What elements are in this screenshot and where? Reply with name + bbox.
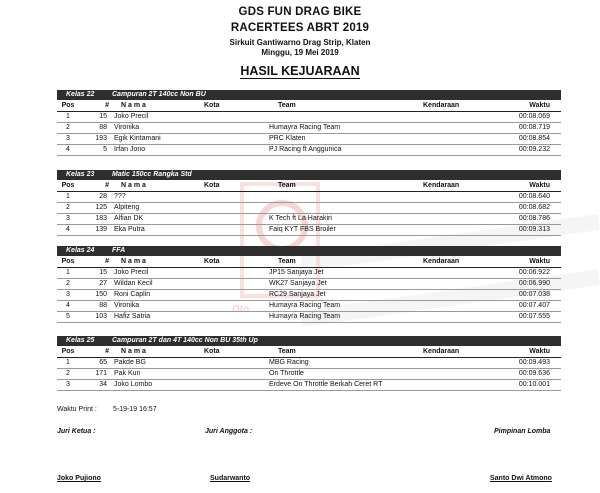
table-row <box>57 145 561 156</box>
cell-pos: 4 <box>66 146 70 153</box>
cell-pos: 3 <box>66 291 70 298</box>
table-row <box>57 203 561 214</box>
column-header-kendaraan: Kendaraan <box>423 102 460 109</box>
cell-no: 15 <box>99 113 107 120</box>
cell-nama: Joko Lombo <box>114 381 153 388</box>
column-header-pos: Pos <box>61 182 75 189</box>
results-section <box>57 90 561 156</box>
results-section <box>57 336 561 391</box>
column-header-nama: N a m a <box>121 182 146 189</box>
cell-team: PRC Klaten <box>269 135 306 142</box>
cell-team: On Throttle <box>269 370 304 377</box>
event-subtitle: RACERTEES ABRT 2019 <box>230 22 370 34</box>
cell-nama: Vironika <box>114 302 140 309</box>
signature-juri-anggota: Sudarwanto <box>210 475 251 482</box>
cell-nama: Pakde BG <box>114 359 146 366</box>
column-header-row <box>57 346 561 358</box>
column-header-pos: Pos <box>61 258 75 265</box>
cell-waktu: 00:08.069 <box>518 113 550 120</box>
cell-pos: 2 <box>66 370 70 377</box>
column-header-team: Team <box>278 348 296 355</box>
cell-no: 88 <box>99 302 107 309</box>
signature-pimpinan: Santo Dwi Atmono <box>490 475 552 482</box>
event-venue: Sirkuit Gantiwarno Drag Strip, Klaten <box>229 38 371 47</box>
table-row <box>57 358 561 369</box>
cell-nama: Pak Kun <box>114 370 141 377</box>
cell-pos: 2 <box>66 204 70 211</box>
column-header-pos: Pos <box>61 348 75 355</box>
cell-waktu: 00:08.719 <box>518 124 550 131</box>
cell-no: 139 <box>95 226 107 233</box>
cell-no: 28 <box>99 193 107 200</box>
cell-waktu: 00:07.407 <box>518 302 550 309</box>
column-header-nama: N a m a <box>121 348 146 355</box>
column-header-kota: Kota <box>204 182 220 189</box>
table-row <box>57 192 561 203</box>
cell-team: MBG Racing <box>269 359 309 366</box>
cell-pos: 1 <box>66 359 70 366</box>
cell-no: 15 <box>99 269 107 276</box>
column-header-team: Team <box>278 182 296 189</box>
results-section <box>57 170 561 236</box>
class-category: Campuran 2T 140cc Non BU <box>112 91 206 98</box>
table-row <box>57 312 561 323</box>
cell-waktu: 00:08.854 <box>518 135 550 142</box>
class-label: Kelas 25 <box>66 337 95 344</box>
cell-waktu: 00:10.001 <box>518 381 550 388</box>
table-row <box>57 134 561 145</box>
result-title: HASIL KEJUARAAN <box>240 64 360 78</box>
column-header-no: # <box>105 102 109 109</box>
cell-nama: Joko Precil <box>114 269 149 276</box>
cell-waktu: 00:09.493 <box>518 359 550 366</box>
pimpinan-label: Pimpinan Lomba <box>494 428 551 435</box>
cell-team: JP15 Sanjaya Jet <box>269 269 324 276</box>
section-header-bar <box>57 170 561 180</box>
cell-nama: Wildan Kecil <box>114 280 153 287</box>
column-header-pos: Pos <box>61 102 75 109</box>
cell-waktu: 00:07.038 <box>518 291 550 298</box>
column-header-row <box>57 100 561 112</box>
cell-waktu: 00:06.990 <box>518 280 550 287</box>
section-header-bar <box>57 90 561 100</box>
table-row <box>57 380 561 391</box>
cell-team: PJ Racing ft Anggunica <box>269 146 342 153</box>
cell-pos: 3 <box>66 381 70 388</box>
table-row <box>57 225 561 236</box>
cell-team: RC29 Sanjaya Jet <box>269 291 326 298</box>
cell-team: Faiq KYT FBS Broiler <box>269 226 336 233</box>
cell-pos: 3 <box>66 135 70 142</box>
cell-no: 103 <box>95 313 107 320</box>
table-row <box>57 123 561 134</box>
cell-no: 27 <box>99 280 107 287</box>
cell-waktu: 00:06.922 <box>518 269 550 276</box>
cell-waktu: 00:09.636 <box>518 370 550 377</box>
print-time-label: Waktu Print : <box>57 406 97 413</box>
print-time <box>57 406 157 413</box>
cell-team: Humayra Racing Team <box>269 124 341 131</box>
cell-no: 183 <box>95 215 107 222</box>
table-row <box>57 112 561 123</box>
cell-no: 125 <box>95 204 107 211</box>
cell-no: 34 <box>99 381 107 388</box>
cell-waktu: 00:09.313 <box>518 226 550 233</box>
cell-nama: ??? <box>114 193 126 200</box>
cell-nama: Egik Kintamani <box>114 135 161 142</box>
juri-anggota-label: Juri Anggota : <box>205 428 253 435</box>
table-row <box>57 268 561 279</box>
event-title: GDS FUN DRAG BIKE <box>238 6 362 18</box>
column-header-kendaraan: Kendaraan <box>423 258 460 265</box>
section-header-bar <box>57 336 561 346</box>
column-header-no: # <box>105 348 109 355</box>
cell-no: 88 <box>99 124 107 131</box>
cell-pos: 1 <box>66 269 70 276</box>
event-date: Minggu, 19 Mei 2019 <box>261 48 339 57</box>
column-header-no: # <box>105 182 109 189</box>
column-header-waktu: Waktu <box>529 102 550 109</box>
juri-ketua-label: Juri Ketua : <box>57 428 96 435</box>
watermark-text: Oto <box>232 304 250 315</box>
cell-no: 193 <box>95 135 107 142</box>
class-label: Kelas 22 <box>66 91 95 98</box>
cell-waktu: 00:08.682 <box>518 204 550 211</box>
cell-no: 5 <box>103 146 107 153</box>
table-row <box>57 279 561 290</box>
cell-nama: Alfian DK <box>114 215 144 222</box>
column-header-kendaraan: Kendaraan <box>423 348 460 355</box>
column-header-no: # <box>105 258 109 265</box>
cell-waktu: 00:09.232 <box>518 146 550 153</box>
section-header-bar <box>57 246 561 256</box>
cell-nama: Alpiteng <box>114 204 140 211</box>
column-header-row <box>57 180 561 192</box>
class-category: Campuran 2T dan 4T 140cc Non BU 35th Up <box>112 337 258 344</box>
cell-team: Humayra Racing Team <box>269 302 341 309</box>
column-header-waktu: Waktu <box>529 348 550 355</box>
column-header-team: Team <box>278 102 296 109</box>
cell-nama: Irfan Jono <box>114 146 146 153</box>
cell-no: 171 <box>95 370 107 377</box>
table-row <box>57 301 561 312</box>
cell-pos: 2 <box>66 124 70 131</box>
class-category: Matic 150cc Rangka Std <box>112 171 192 178</box>
cell-nama: Vironika <box>114 124 140 131</box>
column-header-nama: N a m a <box>121 102 146 109</box>
cell-pos: 4 <box>66 302 70 309</box>
class-label: Kelas 24 <box>66 247 95 254</box>
cell-nama: Roni Caplin <box>114 291 151 298</box>
cell-team: Humayra Racing Team <box>269 313 341 320</box>
cell-team: K Tech ft La Harakiri <box>269 215 332 222</box>
cell-nama: Joko Precil <box>114 113 149 120</box>
cell-pos: 1 <box>66 193 70 200</box>
cell-waktu: 00:08.786 <box>518 215 550 222</box>
cell-pos: 1 <box>66 113 70 120</box>
column-header-kota: Kota <box>204 102 220 109</box>
class-label: Kelas 23 <box>66 171 95 178</box>
column-header-row <box>57 256 561 268</box>
cell-no: 65 <box>99 359 107 366</box>
cell-pos: 5 <box>66 313 70 320</box>
print-time-value: 5-19-19 16:57 <box>113 406 157 413</box>
cell-waktu: 00:07.555 <box>518 313 550 320</box>
cell-nama: Hafiz Satria <box>114 313 151 320</box>
column-header-waktu: Waktu <box>529 182 550 189</box>
results-section <box>57 246 561 323</box>
table-row <box>57 290 561 301</box>
signature-juri-ketua: Joko Pujiono <box>57 475 101 482</box>
table-row <box>57 369 561 380</box>
table-row <box>57 214 561 225</box>
cell-no: 150 <box>95 291 107 298</box>
cell-pos: 4 <box>66 226 70 233</box>
column-header-kota: Kota <box>204 348 220 355</box>
column-header-waktu: Waktu <box>529 258 550 265</box>
column-header-nama: N a m a <box>121 258 146 265</box>
cell-nama: Eka Putra <box>114 226 145 233</box>
cell-waktu: 00:08.640 <box>518 193 550 200</box>
column-header-kota: Kota <box>204 258 220 265</box>
cell-team: WK27 Sanjaya Jet <box>269 280 327 287</box>
cell-pos: 2 <box>66 280 70 287</box>
column-header-team: Team <box>278 258 296 265</box>
column-header-kendaraan: Kendaraan <box>423 182 460 189</box>
class-category: FFA <box>112 247 126 254</box>
cell-pos: 3 <box>66 215 70 222</box>
cell-team: Erdeve On Throttle Berkah Ceret RT <box>269 381 383 388</box>
